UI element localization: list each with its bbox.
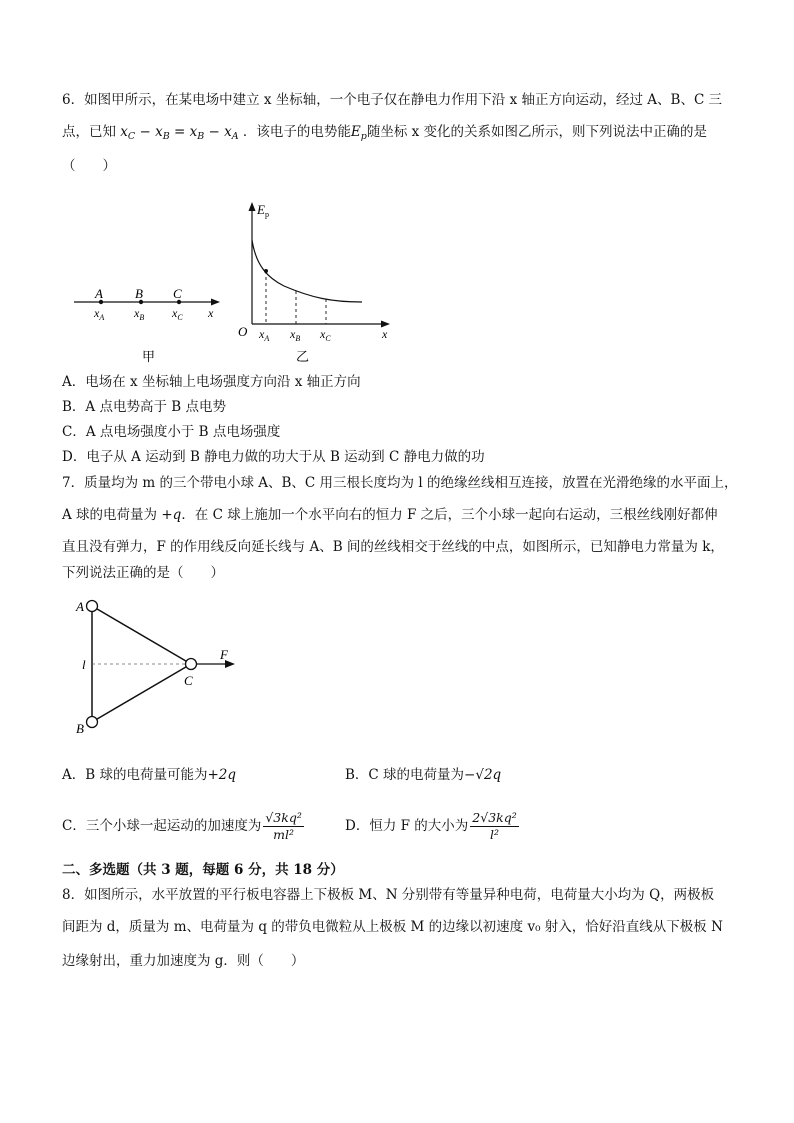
ball-c: [186, 659, 197, 670]
jia-caption: 甲: [142, 349, 156, 364]
q7-line-2a: A 球的电荷量为: [62, 507, 158, 523]
q7-line-2: [62, 505, 718, 525]
q6-option-b: B．A 点电势高于 B 点电势: [62, 399, 226, 415]
q6-ep: $E_p$: [350, 124, 367, 142]
jia-label-a: A: [95, 286, 103, 301]
q7-option-b: B．C 球的电荷量为−√2q: [345, 767, 502, 783]
q7-option-a: A．B 球的电荷量可能为+2q: [62, 767, 237, 783]
yi-origin: O: [238, 324, 248, 339]
q6-line-1: 6．如图甲所示，在某电场中建立 x 坐标轴，一个电子仅在静电力作用下沿 x 轴正方向运动，经过 A、B、C 三: [62, 92, 723, 108]
label-l: l: [82, 657, 86, 672]
yi-ylabel: $E_p$: [257, 202, 269, 219]
q7-option-b-value: −√2q: [464, 767, 502, 783]
jia-axis-label: x: [208, 306, 214, 320]
yi-tick-xb: $x_B$: [290, 327, 301, 343]
q7-line-3: 直且没有弹力，F 的作用线反向延长线与 A、B 间的丝线相交于丝线的中点，如图所示，已知静电力常量为 k，: [62, 539, 724, 555]
ball-a: [87, 601, 98, 612]
q7-line-4: 下列说法正确的是（ ）: [62, 565, 224, 581]
label-c: C: [184, 673, 193, 688]
yi-axis-label: x: [382, 327, 388, 341]
figure-jia: [70, 282, 230, 372]
jia-tick-xb: $x_B$: [134, 306, 145, 322]
label-b: B: [76, 721, 84, 736]
figure-triangle: [70, 592, 250, 742]
q6-line-2a: 点，已知: [62, 124, 116, 140]
q6-option-a: A．电场在 x 坐标轴上电场强度方向沿 x 轴正方向: [62, 374, 361, 390]
q7-option-c-fraction: $\frac{\text{√3kq²}}{\text{ml²}}$: [265, 810, 302, 842]
yi-y-arrow-icon: [249, 202, 256, 211]
q7-charge-a: +q: [161, 507, 182, 523]
q8-line-3: 边缘射出，重力加速度为 g．则（ ）: [62, 953, 305, 969]
jia-label-c: C: [173, 286, 182, 301]
label-f: F: [220, 647, 228, 662]
q7-line-1: 7．质量均为 m 的三个带电小球 A、B、C 用三根长度均为 l 的绝缘丝线相互连接，放置在光滑绝缘的水平面上，: [62, 475, 738, 491]
string-bc: [92, 664, 191, 722]
yi-tick-xc: $x_C$: [320, 327, 331, 343]
q8-line-2: 间距为 d，质量为 m、电荷量为 q 的带负电微粒从上极板 M 的边缘以初速度 v₀ 射入，恰好沿直线从下极板 N: [62, 919, 723, 935]
q7-option-d-fraction: $\frac{\text{2√3kq²}}{\text{l²}}$: [472, 810, 517, 842]
jia-tick-xa: $x_A$: [94, 306, 105, 322]
jia-axis-arrow-icon: [211, 299, 220, 306]
q7-option-d: D．恒力 F 的大小为 $\frac{\text{2√3kq²}}{\text{l²}}$: [345, 810, 517, 842]
yi-caption: 乙: [296, 349, 310, 364]
section-2-title: 二、多选题（共 3 题，每题 6 分，共 18 分）: [62, 862, 344, 878]
q6-paren: （ ）: [62, 158, 116, 174]
label-a: A: [76, 599, 84, 614]
ball-b: [87, 717, 98, 728]
jia-tick-xc: $x_C$: [172, 306, 183, 322]
string-ac: [92, 606, 191, 664]
yi-tick-xa: $x_A$: [259, 327, 270, 343]
q7-option-a-value: +2q: [207, 767, 237, 783]
figure-yi: [232, 196, 397, 368]
q7-option-c: C．三个小球一起运动的加速度为 $\frac{\text{√3kq²}}{\text{ml²}}$: [62, 810, 302, 842]
q6-line-2c: 随坐标 x 变化的关系如图乙所示，则下列说法中正确的是: [366, 124, 708, 140]
jia-label-b: B: [135, 286, 143, 301]
q6-option-c: C．A 点电场强度小于 B 点电场强度: [62, 424, 281, 440]
q6-option-d: D．电子从 A 运动到 B 静电力做的功大于从 B 运动到 C 静电力做的功: [62, 449, 485, 465]
q8-line-1: 8．如图所示，水平放置的平行板电容器上下极板 M、N 分别带有等量异种电荷，电荷量大小均为 Q，两极板: [62, 887, 715, 903]
q6-line-2: [62, 122, 707, 147]
yi-ep-curve: [252, 240, 362, 302]
q7-line-2c: ．在 C 球上施加一个水平向右的恒力 F 之后，三个小球一起向右运动，三根丝线刚好都伸: [181, 507, 718, 523]
q6-line-2b: ．该电子的电势能: [242, 124, 351, 140]
q6-condition: $x_C - x_B = x_B - x_A$: [120, 124, 239, 142]
